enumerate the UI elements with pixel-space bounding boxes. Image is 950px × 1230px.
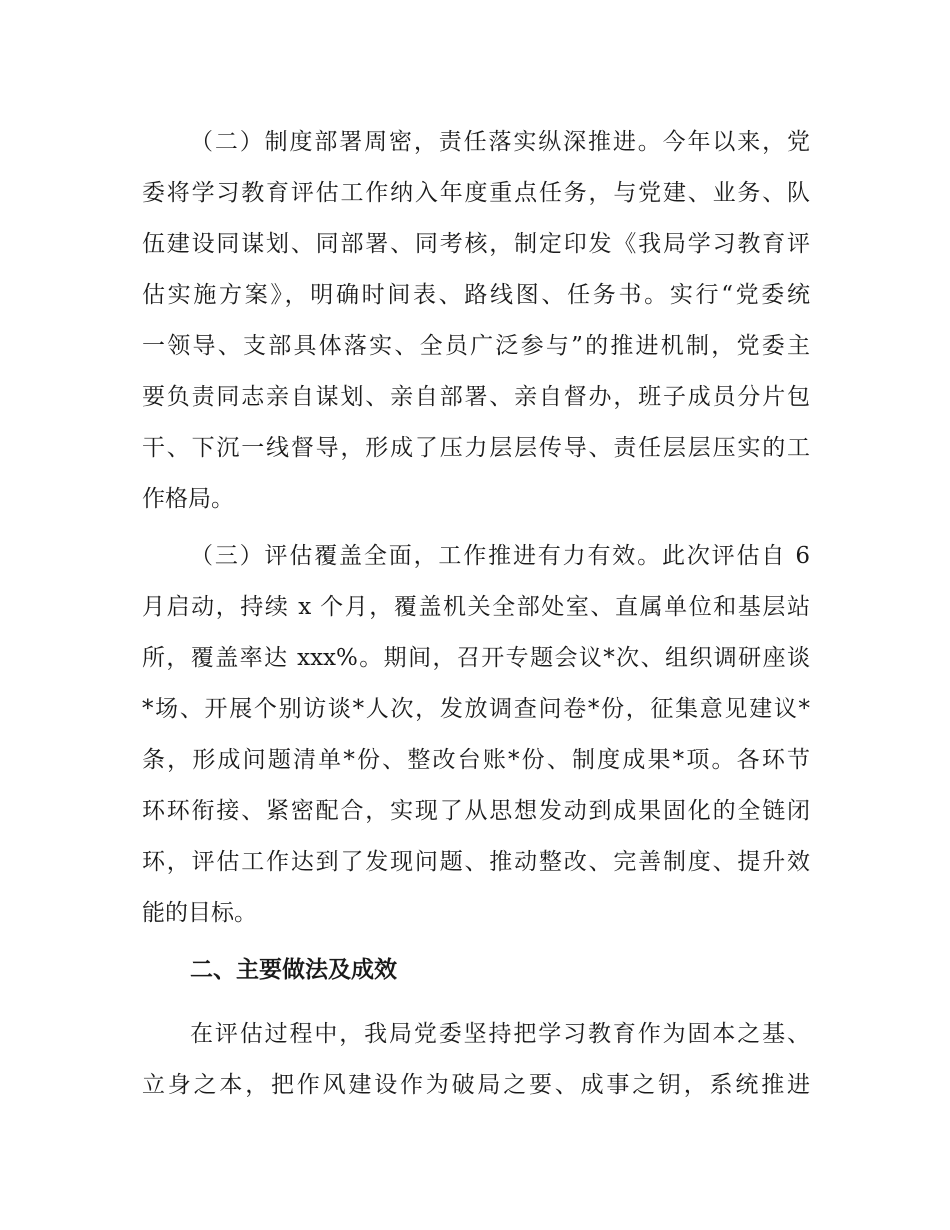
paragraph-line: 环环衔接、紧密配合，实现了从思想发动到成果固化的全链闭	[142, 798, 810, 824]
paragraph-line: 月启动，持续 x 个月，覆盖机关全部处室、直属单位和基层站	[142, 594, 810, 620]
paragraph-line: 作格局。	[142, 486, 234, 512]
paragraph-line: （二）制度部署周密，责任落实纵深推进。今年以来，党	[190, 129, 810, 155]
paragraph-line: 委将学习教育评估工作纳入年度重点任务，与党建、业务、队	[142, 180, 810, 206]
paragraph-line: 伍建设同谋划、同部署、同考核，制定印发《我局学习教育评	[142, 231, 810, 257]
paragraph-line: 估实施方案》，明确时间表、路线图、任务书。实行“党委统	[142, 282, 810, 308]
paragraph-line: 能的目标。	[142, 900, 257, 926]
paragraph-line: 条，形成问题清单*份、整改台账*份、制度成果*项。各环节	[142, 747, 810, 773]
paragraph-line: 在评估过程中，我局党委坚持把学习教育作为固本之基、	[190, 1021, 810, 1047]
paragraph-line: 立身之本，把作风建设作为破局之要、成事之钥，系统推进	[142, 1072, 810, 1098]
paragraph-line: 干、下沉一线督导，形成了压力层层传导、责任层层压实的工	[142, 435, 810, 461]
section-heading: 二、主要做法及成效	[190, 957, 397, 983]
paragraph-line: *场、开展个别访谈*人次，发放调查问卷*份，征集意见建议*	[142, 696, 810, 722]
paragraph-line: 一领导、支部具体落实、全员广泛参与”的推进机制，党委主	[142, 333, 810, 359]
paragraph-line: 所，覆盖率达 xxx%。期间，召开专题会议*次、组织调研座谈	[142, 645, 810, 671]
paragraph-line: 要负责同志亲自谋划、亲自部署、亲自督办，班子成员分片包	[142, 384, 810, 410]
paragraph-line: 环，评估工作达到了发现问题、推动整改、完善制度、提升效	[142, 849, 810, 875]
paragraph-line: （三）评估覆盖全面，工作推进有力有效。此次评估自 6	[190, 543, 810, 569]
